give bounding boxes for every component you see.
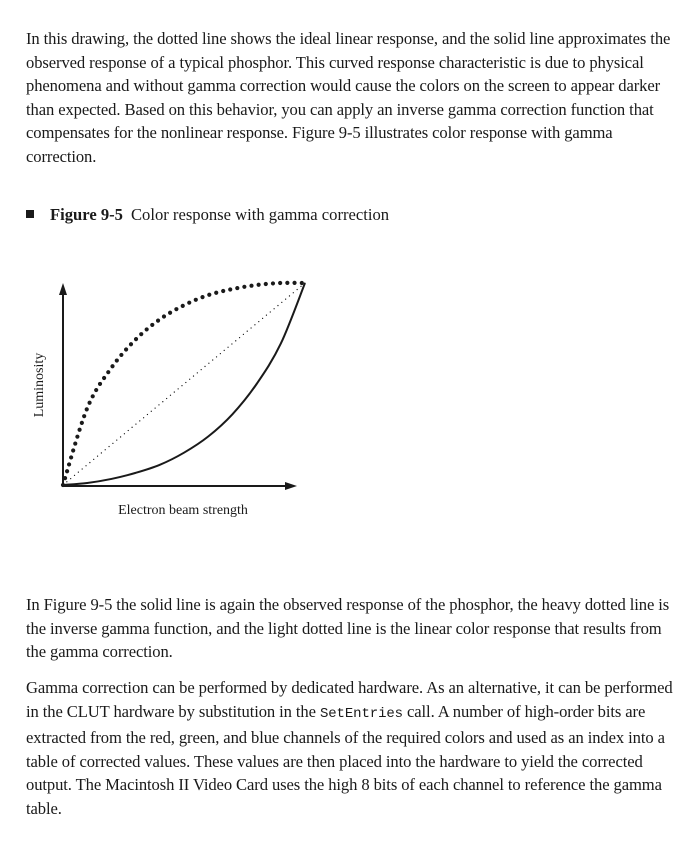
figure-caption-text: Color response with gamma correction bbox=[130, 205, 390, 224]
hardware-paragraph-part1: Gamma correction can be performed by dedicated hardware. As an alternative, it can be performed in the CLUT hardware by substitution in the bbox=[26, 678, 673, 721]
chart-axes bbox=[59, 283, 297, 490]
hardware-paragraph bbox=[26, 676, 676, 820]
series-light-dotted-line bbox=[63, 283, 305, 485]
intro-paragraph: In this drawing, the dotted line shows the ideal linear response, and the solid line approximates the observed response of a typical phosphor. This curved response characteristic is due to physical phenomena and without gamma correction would cause the colors on the screen to appear darker than expected. Based on this behavior, you can apply an inverse gamma correction function that compensates for the nonlinear response. Figure 9-5 illustrates color response with gamma correction. bbox=[26, 29, 671, 166]
explanation-paragraph: In Figure 9-5 the solid line is again the observed response of the phosphor, the heavy dotted line is the inverse gamma function, and the light dotted line is the linear color response that results from the gamma correction. bbox=[26, 595, 670, 661]
series-layer bbox=[63, 283, 305, 485]
x-axis-label: Electron beam strength bbox=[118, 503, 248, 518]
series-heavy-dotted-line bbox=[63, 283, 305, 485]
x-axis-arrow-icon bbox=[285, 482, 297, 490]
y-axis-label: Luminosity bbox=[32, 352, 47, 418]
setentries-code: SetEntries bbox=[319, 705, 403, 722]
series-solid-line bbox=[63, 283, 305, 485]
y-axis-arrow-icon bbox=[59, 283, 67, 295]
figure-label: Figure 9-5 bbox=[50, 205, 123, 224]
bullet-icon bbox=[26, 210, 34, 218]
figure-caption bbox=[26, 204, 389, 226]
hardware-paragraph-part2: call. A number of high-order bits are extracted from the red, green, and blue channels of the required colors and used as an index into a table of corrected values. These values are then placed into the hardware to yield the corrected output. The Macintosh II Video Card uses the high 8 bits of each channel to reference the gamma table. bbox=[26, 701, 665, 818]
